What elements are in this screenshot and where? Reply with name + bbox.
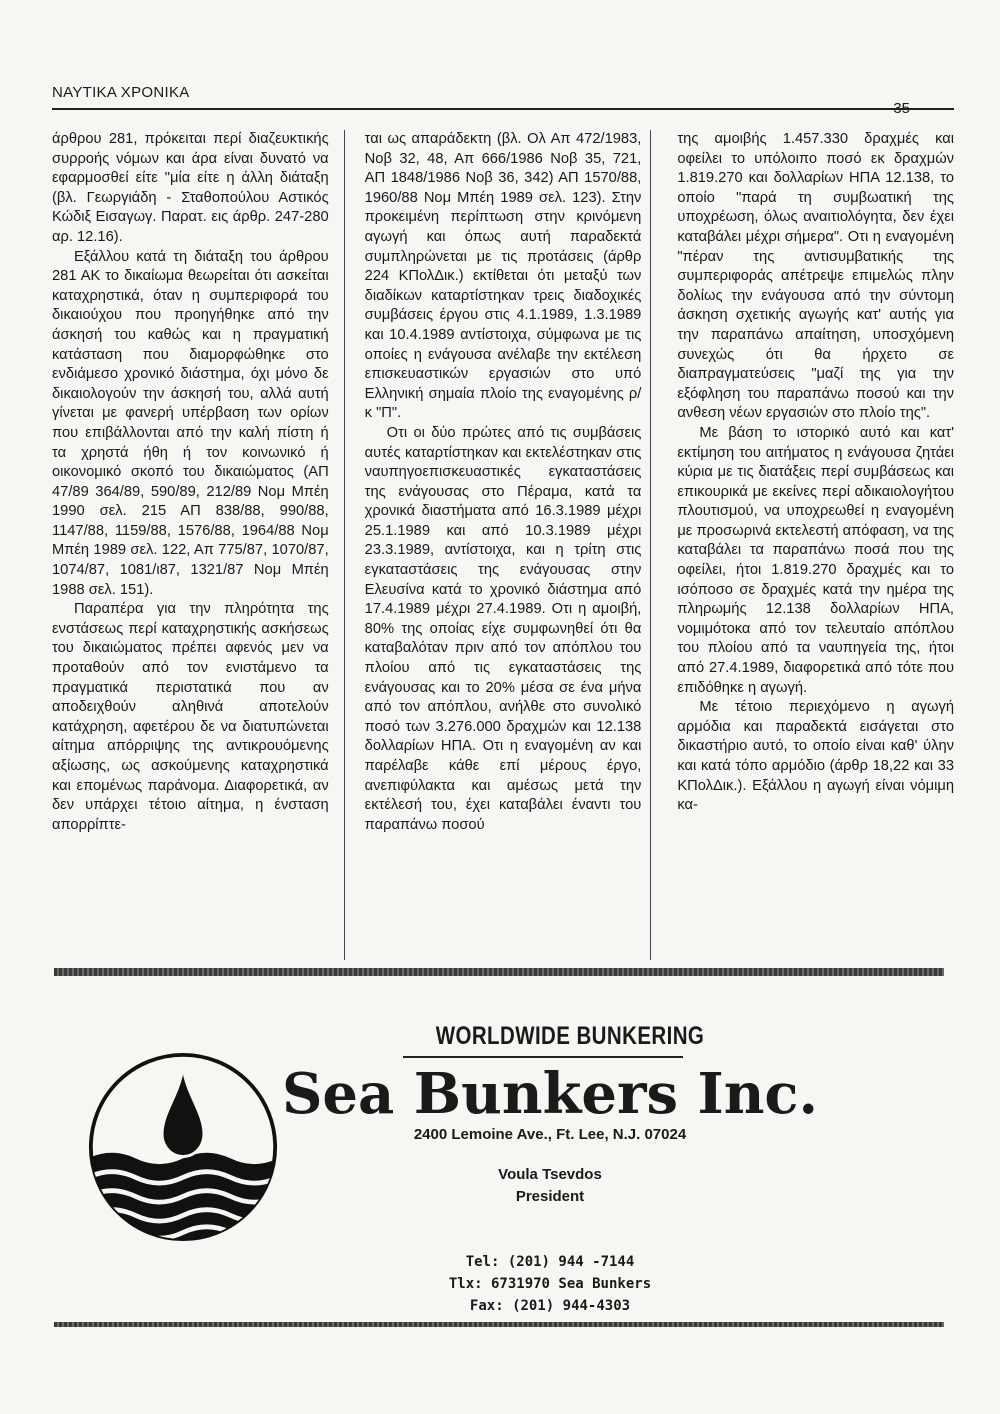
ad-telex: Tlx: 6731970 Sea Bunkers xyxy=(448,1276,652,1292)
page-number: 35 xyxy=(893,100,910,117)
paragraph: Οτι οι δύο πρώτες από τις συμβάσεις αυτές καταρτίστηκαν και εκτελέστηκαν στις ναυπηγοεπισκευαστικές εγκαταστάσεις της ενάγουσας στο Πέραμα, κατά τα χρονικά διαστήματα από 16.3.1989 μέχρι 25.1.1989 και από 10.3.1989 μέχρι 23.3.1989, αντίστοιχα, και η τρίτη στις εγκαταστάσεις της ενάγουσας στην Ελευσίνα κατά το χρονικό διάστημα από 17.4.1989 μέχρι 27.4.1989. Οτι η αμοιβή, 80% της οποίας είχε συμφωνηθεί ότι θα καταβαλόταν πριν από τον απόπλου του πλοίου από τις εγκαταστάσεις της ενάγουσας και το 20% μέσα σε ένα μήνα από τον απόπλου, ανήλθε στο συνολικό ποσό των 3.276.000 δραχμών και 12.138 δολλαρίων ΗΠΑ. Οτι η εναγομένη αν και παρέλαβε κάθε επί μέρους έργο, ανεπιφύλακτα και αμέσως μετά την εκτέλεσή του, έχει καταβάλει έναντι του παραπάνω ποσού xyxy=(364,424,642,833)
ad-top-border xyxy=(54,968,944,976)
ad-tagline-underline xyxy=(403,1056,683,1058)
running-header: ΝΑΥΤΙΚΑ ΧΡΟΝΙΚΑ xyxy=(52,84,190,101)
ad-tagline: WORLDWIDE BUNKERING xyxy=(435,1022,705,1050)
paragraph: της αμοιβής 1.457.330 δραχμές και οφείλει το υπόλοιπο ποσό εκ δραχμών 1.819.270 και δολλαρίων ΗΠΑ 12.138, το οποίο "παρά τη συμβωατική της υποχρέωση, όλως αναιτιολόγητα, δεν έχει καταβάλει μέχρι σήμερα". Οτι η εναγομένη "πέραν της αντισυμβατικής της συμπεριφοράς απέτρεψε επιμελώς πλην δολίως την ενάγουσα από την σύντομη άσκηση σχετικής αγωγής κατ' αυτής για την παραπάνω απαίτηση, υποσχόμενη συνεχώς ότι θα ήρχετο σε διαπραγματεύσεις "μαζί της για την εξόφληση του παραπάνω ποσού και την ανθεση νέων εργασιών στο πλοίο της". xyxy=(677,131,955,422)
paragraph: ται ως απαράδεκτη (βλ. Ολ Απ 472/1983, Νοβ 32, 48, Απ 666/1986 Νοβ 35, 721, ΑΠ 1848/1986 Νοβ 36, 342) ΑΠ 1570/88, 1960/88 Νομ Μπέη 1989 σελ. 123). Στην προκειμένη περίπτωση στην κρινόμενη αγωγή και όπως αυτή παραδεκτά συμπληρώνεται με τις προτάσεις (άρθρ 224 ΚΠολΔικ.) εκτίθεται ότι μεταξύ των διαδίκων καταρτίστηκαν τρεις διαδοχικές συμβάσεις έργου στις 4.1.1989, 1.3.1989 και 10.4.1989 αντίστοιχα, σύμφωνα με τις οποίες η ενάγουσα ανέλαβε την εκτέλεση επισκευαστικών εργασιών στο υπό Ελληνική σημαία πλοίο της εναγομένης ρ/κ "Π". xyxy=(364,131,642,422)
paragraph: Παραπέρα για την πληρότητα της ενστάσεως περί καταχρηστικής ασκήσεως του δικαιώματος πρέπει αφενός μεν να προταθούν από τον ενιστάμενο τα πραγματικά περιστατικά που αν αποδειχθούν αληθινά αποτελούν κατάχρηση, αφετέρου δε να διατυπώνεται αίτημα απόρριψης της αντικρουόμενης αξίωσης, ως ασκούμενης καταχρηστικά και επομένως παράνομα. Διαφορετικά, αν δεν υπάρχει τέτοιο αίτημα, η ένσταση απορρίπτε- xyxy=(52,601,329,833)
column-divider xyxy=(344,130,345,960)
ad-company-name: Sea Bunkers Inc. xyxy=(281,1061,819,1127)
paragraph: Με τέτοιο περιεχόμενο η αγωγή αρμόδια και παραδεκτά εισάγεται στο δικαστήριο αυτό, το οποίο είναι καθ' ύλην και κατά τόπο αρμόδιο (άρθρ 18,22 και 33 ΚΠολΔικ.). Εξάλλου η αγωγή είναι νόμιμη κα- xyxy=(677,699,955,814)
article-columns xyxy=(52,130,954,960)
header-rule xyxy=(52,108,954,110)
paragraph: Με βάση το ιστορικό αυτό και κατ' εκτίμηση του αιτήματος η ενάγουσα ζητάει κύρια με τις διατάξεις περί συμβάσεως και επικουρικά με εκείνες περί αδικαιολογήτου πλουτισμού, να υποχρεωθεί η εναγομένη με προσωρινά εκτελεστή απόφαση, να της καταβάλει τα παραπάνω ποσά που της οφείλει, ήτοι 1.819.270 δραχμές και το ισόποσο σε δραχμές κατά την ημέρα της πληρωμής 12.138 δολλαρίων ΗΠΑ, νομιμότοκα από τον τελευταίο απόπλου του πλοίου από τα ναυπηγεία της, ήτοι από 27.4.1989, διαφορετικά από τότε που επιδόθηκε η αγωγή. xyxy=(677,424,955,696)
column-2 xyxy=(365,130,642,960)
paragraph: άρθρου 281, πρόκειται περί διαζευκτικής συρροής νόμων και άρα είναι δυνατό να εφαρμοσθεί είτε "μία είτε η άλλη διάταξη (βλ. Γεωργιάδη - Σταθοπούλου Αστικός Κώδιξ Εισαγωγ. Παρατ. εις άρθρ. 247-280 αρ. 12.16). xyxy=(52,131,329,245)
ad-contact-title: President xyxy=(515,1188,585,1205)
paragraph: Εξάλλου κατά τη διάταξη του άρθρου 281 ΑΚ το δικαίωμα θεωρείται ότι ασκείται καταχρηστικά, όταν η συμπεριφορά του δικαιούχου που προηγήθηκε από την άσκησή του καθώς και η πραγματική κατάσταση που διαμορφώθηκε στο ενδιάμεσο χρονικό διάστημα, όχι μόνο δε δικαιολογούν την άσκησή του, αλλά αυτή γίνεται με φανερή υπέρβαση των ορίων που επιβάλλονται από την καλή πίστη ή τα χρηστά ήθη ή τον κοινωνικό ή οικονομικό σκοπό του δικαιώματος (ΑΠ 47/89 364/89, 590/89, 212/89 Νομ Μπέη 1990 σελ. 215 ΑΠ 838/88, 990/88, 1147/88, 1159/88, 1576/88, 1964/88 Νομ Μπέη 1989 σελ. 122, Απ 775/87, 1070/87, 1074/87, 1081/ι87, 1321/87 Νομ Μπέη 1988 σελ. 151). xyxy=(52,248,329,598)
column-3 xyxy=(677,130,954,960)
ad-bottom-border xyxy=(54,1322,944,1327)
column-1 xyxy=(52,130,329,960)
ad-address: 2400 Lemoine Ave., Ft. Lee, N.J. 07024 xyxy=(413,1126,687,1143)
ad-fax: Fax: (201) 944-4303 xyxy=(469,1298,631,1314)
ad-contact-name: Voula Tsevdos xyxy=(498,1166,602,1183)
ad-telephone: Tel: (201) 944 -7144 xyxy=(465,1254,635,1270)
column-divider xyxy=(650,130,651,960)
